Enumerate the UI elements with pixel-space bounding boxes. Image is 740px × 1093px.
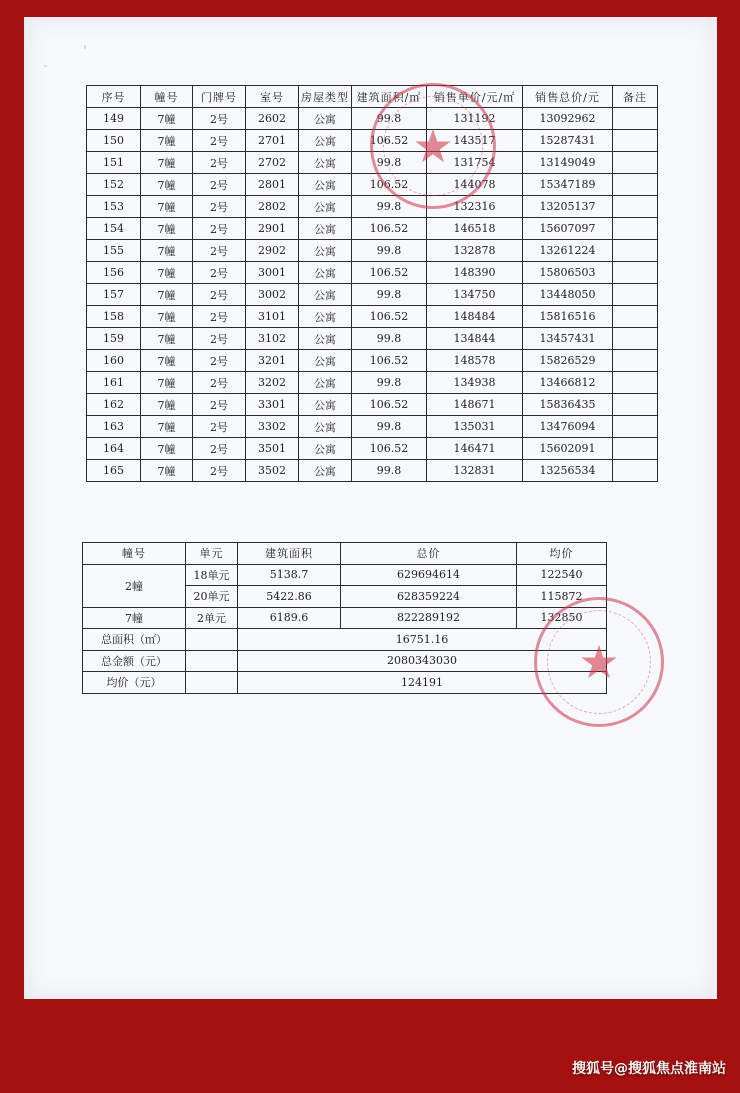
type-cell: 公寓: [299, 438, 352, 460]
unit-price-cell: 134938: [427, 372, 523, 394]
type-cell: 公寓: [299, 196, 352, 218]
type-cell: 公寓: [299, 108, 352, 130]
room-cell: 3202: [246, 372, 299, 394]
room-cell: 3301: [246, 394, 299, 416]
door-cell: 2号: [193, 438, 246, 460]
seq-cell: 153: [87, 196, 141, 218]
area-cell: 106.52: [352, 306, 427, 328]
seq-cell: 161: [87, 372, 141, 394]
empty-cell: [186, 629, 238, 651]
summary-total-area-row: [83, 629, 607, 651]
seq-cell: 157: [87, 284, 141, 306]
table-row: [87, 284, 658, 306]
seq-cell: 165: [87, 460, 141, 482]
seq-cell: 154: [87, 218, 141, 240]
door-cell: 2号: [193, 174, 246, 196]
door-cell: 2号: [193, 284, 246, 306]
unit-price-cell: 134844: [427, 328, 523, 350]
summary-total-cell: 629694614: [341, 564, 517, 586]
type-cell: 公寓: [299, 284, 352, 306]
total-amount-value: 2080343030: [238, 650, 607, 672]
total-price-cell: 15347189: [523, 174, 613, 196]
summary-total-cell: 628359224: [341, 586, 517, 608]
seal-star-icon: ★: [578, 635, 620, 689]
header-door: 门牌号: [193, 86, 246, 108]
empty-cell: [186, 672, 238, 694]
building-cell: 7幢: [141, 350, 193, 372]
summary-table: [82, 542, 607, 694]
room-cell: 3002: [246, 284, 299, 306]
header-type: 房屋类型: [299, 86, 352, 108]
summary-area-cell: 5138.7: [238, 564, 341, 586]
avg-price-label: 均价（元）: [83, 672, 186, 694]
building-cell: 7幢: [141, 152, 193, 174]
area-cell: 99.8: [352, 108, 427, 130]
type-cell: 公寓: [299, 394, 352, 416]
type-cell: 公寓: [299, 262, 352, 284]
summary-header-building: 幢号: [83, 543, 186, 565]
summary-building-cell: 7幢: [83, 607, 186, 629]
remark-cell: [613, 350, 658, 372]
type-cell: 公寓: [299, 174, 352, 196]
unit-price-cell: 131754: [427, 152, 523, 174]
building-cell: 7幢: [141, 240, 193, 262]
door-cell: 2号: [193, 218, 246, 240]
door-cell: 2号: [193, 328, 246, 350]
total-area-value: 16751.16: [238, 629, 607, 651]
remark-cell: [613, 328, 658, 350]
summary-header-unit: 单元: [186, 543, 238, 565]
remark-cell: [613, 196, 658, 218]
summary-unit-cell: 18单元: [186, 564, 238, 586]
room-cell: 2901: [246, 218, 299, 240]
empty-cell: [186, 650, 238, 672]
area-cell: 99.8: [352, 196, 427, 218]
seq-cell: 152: [87, 174, 141, 196]
area-cell: 106.52: [352, 218, 427, 240]
header-room: 室号: [246, 86, 299, 108]
remark-cell: [613, 284, 658, 306]
summary-header-total: 总价: [341, 543, 517, 565]
total-price-cell: 15806503: [523, 262, 613, 284]
building-cell: 7幢: [141, 174, 193, 196]
total-price-cell: 13457431: [523, 328, 613, 350]
unit-price-cell: 132316: [427, 196, 523, 218]
seq-cell: 151: [87, 152, 141, 174]
type-cell: 公寓: [299, 460, 352, 482]
door-cell: 2号: [193, 372, 246, 394]
door-cell: 2号: [193, 108, 246, 130]
paper-speck: [84, 45, 86, 49]
total-price-cell: 15826529: [523, 350, 613, 372]
unit-price-cell: 131192: [427, 108, 523, 130]
summary-avg-cell: 132850: [517, 607, 607, 629]
total-price-cell: 13205137: [523, 196, 613, 218]
unit-price-cell: 148484: [427, 306, 523, 328]
official-seal-stamp: [370, 83, 496, 209]
remark-cell: [613, 438, 658, 460]
source-watermark: 搜狐号@搜狐焦点淮南站: [572, 1061, 726, 1077]
area-cell: 99.8: [352, 284, 427, 306]
type-cell: 公寓: [299, 416, 352, 438]
unit-price-cell: 148390: [427, 262, 523, 284]
header-area: 建筑面积/㎡: [352, 86, 427, 108]
building-cell: 7幢: [141, 130, 193, 152]
unit-price-cell: 143517: [427, 130, 523, 152]
door-cell: 2号: [193, 262, 246, 284]
door-cell: 2号: [193, 416, 246, 438]
building-cell: 7幢: [141, 284, 193, 306]
total-price-cell: 15602091: [523, 438, 613, 460]
door-cell: 2号: [193, 240, 246, 262]
seq-cell: 159: [87, 328, 141, 350]
seq-cell: 162: [87, 394, 141, 416]
building-cell: 7幢: [141, 306, 193, 328]
area-cell: 99.8: [352, 240, 427, 262]
type-cell: 公寓: [299, 306, 352, 328]
summary-unit-cell: 2单元: [186, 607, 238, 629]
paper-speck: [44, 65, 47, 67]
summary-total-cell: 822289192: [341, 607, 517, 629]
building-cell: 7幢: [141, 438, 193, 460]
unit-price-cell: 134750: [427, 284, 523, 306]
room-cell: 3501: [246, 438, 299, 460]
room-cell: 3502: [246, 460, 299, 482]
remark-cell: [613, 460, 658, 482]
table-row: [87, 174, 658, 196]
building-cell: 7幢: [141, 262, 193, 284]
door-cell: 2号: [193, 196, 246, 218]
seq-cell: 155: [87, 240, 141, 262]
header-building: 幢号: [141, 86, 193, 108]
header-total-price: 销售总价/元: [523, 86, 613, 108]
seq-cell: 156: [87, 262, 141, 284]
summary-row: [83, 607, 607, 629]
summary-area-cell: 6189.6: [238, 607, 341, 629]
summary-row: [83, 564, 607, 586]
total-price-cell: 13448050: [523, 284, 613, 306]
remark-cell: [613, 130, 658, 152]
total-area-label: 总面积（㎡）: [83, 629, 186, 651]
header-remark: 备注: [613, 86, 658, 108]
table-row: [87, 438, 658, 460]
type-cell: 公寓: [299, 218, 352, 240]
door-cell: 2号: [193, 394, 246, 416]
table-row: [87, 460, 658, 482]
building-cell: 7幢: [141, 328, 193, 350]
room-cell: 2602: [246, 108, 299, 130]
table-row: [87, 306, 658, 328]
room-cell: 2802: [246, 196, 299, 218]
avg-price-value: 124191: [238, 672, 607, 694]
remark-cell: [613, 108, 658, 130]
unit-price-cell: 146518: [427, 218, 523, 240]
door-cell: 2号: [193, 306, 246, 328]
type-cell: 公寓: [299, 152, 352, 174]
total-price-cell: 13476094: [523, 416, 613, 438]
area-cell: 99.8: [352, 416, 427, 438]
summary-avg-price-row: [83, 672, 607, 694]
type-cell: 公寓: [299, 240, 352, 262]
room-cell: 2902: [246, 240, 299, 262]
official-seal-stamp: [534, 597, 664, 727]
room-cell: 2701: [246, 130, 299, 152]
summary-avg-cell: 115872: [517, 586, 607, 608]
area-cell: 99.8: [352, 460, 427, 482]
remark-cell: [613, 262, 658, 284]
area-cell: 99.8: [352, 372, 427, 394]
total-price-cell: 13261224: [523, 240, 613, 262]
table-row: [87, 218, 658, 240]
area-cell: 99.8: [352, 152, 427, 174]
document-page: [24, 17, 717, 999]
seq-cell: 163: [87, 416, 141, 438]
header-unit-price: 销售单价/元/㎡: [427, 86, 523, 108]
seq-cell: 160: [87, 350, 141, 372]
area-cell: 106.52: [352, 394, 427, 416]
door-cell: 2号: [193, 460, 246, 482]
total-price-cell: 15836435: [523, 394, 613, 416]
seq-cell: 164: [87, 438, 141, 460]
remark-cell: [613, 218, 658, 240]
room-cell: 2801: [246, 174, 299, 196]
summary-avg-cell: 122540: [517, 564, 607, 586]
remark-cell: [613, 174, 658, 196]
door-cell: 2号: [193, 130, 246, 152]
header-seq: 序号: [87, 86, 141, 108]
remark-cell: [613, 152, 658, 174]
door-cell: 2号: [193, 152, 246, 174]
table-row: [87, 196, 658, 218]
table-row: [87, 240, 658, 262]
summary-header-row: [83, 543, 607, 565]
summary-unit-cell: 20单元: [186, 586, 238, 608]
table-row: [87, 262, 658, 284]
area-cell: 106.52: [352, 174, 427, 196]
unit-price-cell: 144078: [427, 174, 523, 196]
room-cell: 3101: [246, 306, 299, 328]
building-cell: 7幢: [141, 416, 193, 438]
unit-price-cell: 146471: [427, 438, 523, 460]
table-header-row: [87, 86, 658, 108]
unit-price-cell: 132878: [427, 240, 523, 262]
building-cell: 7幢: [141, 460, 193, 482]
building-cell: 7幢: [141, 108, 193, 130]
summary-total-amount-row: [83, 650, 607, 672]
remark-cell: [613, 416, 658, 438]
room-cell: 2702: [246, 152, 299, 174]
summary-building-cell: 2幢: [83, 564, 186, 607]
unit-price-cell: 135031: [427, 416, 523, 438]
total-price-cell: 13149049: [523, 152, 613, 174]
total-price-cell: 13466812: [523, 372, 613, 394]
remark-cell: [613, 306, 658, 328]
total-price-cell: 15287431: [523, 130, 613, 152]
type-cell: 公寓: [299, 328, 352, 350]
total-price-cell: 13092962: [523, 108, 613, 130]
summary-header-area: 建筑面积: [238, 543, 341, 565]
type-cell: 公寓: [299, 130, 352, 152]
remark-cell: [613, 394, 658, 416]
area-cell: 106.52: [352, 130, 427, 152]
total-price-cell: 15816516: [523, 306, 613, 328]
room-cell: 3302: [246, 416, 299, 438]
summary-header-avg: 均价: [517, 543, 607, 565]
seq-cell: 149: [87, 108, 141, 130]
room-cell: 3102: [246, 328, 299, 350]
seal-star-icon: ★: [412, 119, 454, 173]
building-cell: 7幢: [141, 218, 193, 240]
total-amount-label: 总金额（元）: [83, 650, 186, 672]
area-cell: 106.52: [352, 262, 427, 284]
table-row: [87, 372, 658, 394]
building-cell: 7幢: [141, 394, 193, 416]
total-price-cell: 13256534: [523, 460, 613, 482]
area-cell: 99.8: [352, 328, 427, 350]
remark-cell: [613, 240, 658, 262]
building-cell: 7幢: [141, 372, 193, 394]
table-row: [87, 328, 658, 350]
remark-cell: [613, 372, 658, 394]
seq-cell: 158: [87, 306, 141, 328]
unit-price-cell: 132831: [427, 460, 523, 482]
table-row: [87, 394, 658, 416]
table-row: [87, 416, 658, 438]
type-cell: 公寓: [299, 372, 352, 394]
seq-cell: 150: [87, 130, 141, 152]
unit-price-cell: 148578: [427, 350, 523, 372]
door-cell: 2号: [193, 350, 246, 372]
area-cell: 106.52: [352, 438, 427, 460]
summary-area-cell: 5422.86: [238, 586, 341, 608]
room-cell: 3201: [246, 350, 299, 372]
area-cell: 106.52: [352, 350, 427, 372]
type-cell: 公寓: [299, 350, 352, 372]
unit-price-cell: 148671: [427, 394, 523, 416]
table-row: [87, 350, 658, 372]
total-price-cell: 15607097: [523, 218, 613, 240]
building-cell: 7幢: [141, 196, 193, 218]
room-cell: 3001: [246, 262, 299, 284]
